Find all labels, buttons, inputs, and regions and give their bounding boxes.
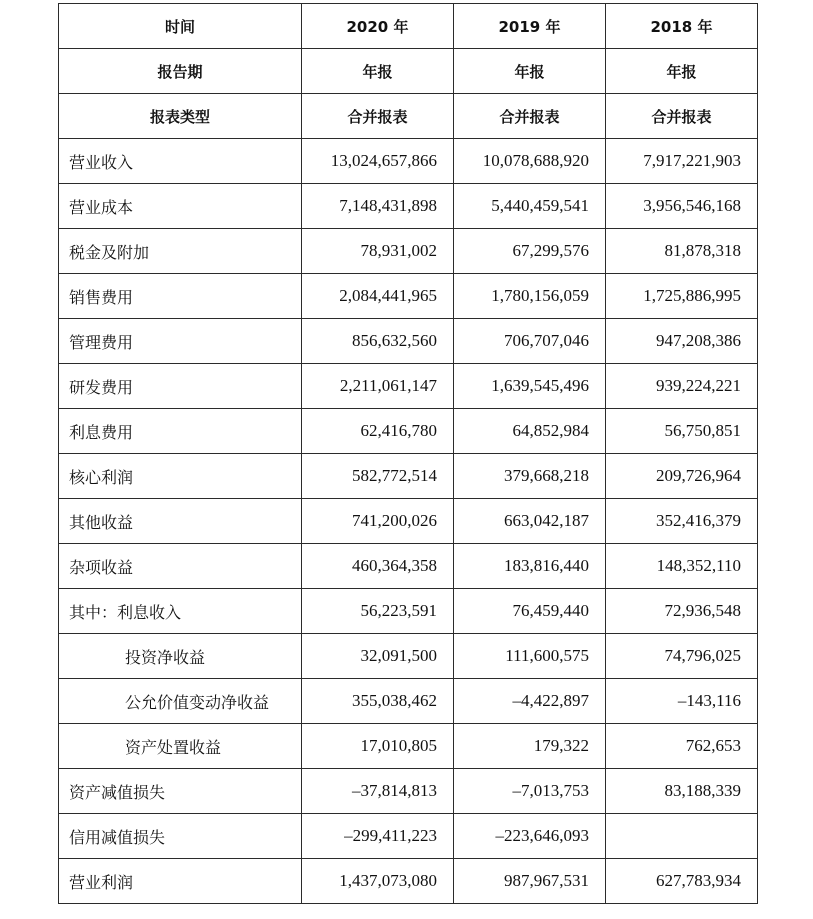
table-row (59, 499, 758, 544)
header-row-period (59, 49, 758, 94)
value-cell: 2,084,441,965 (302, 274, 454, 319)
value-cell: 3,956,546,168 (606, 184, 758, 229)
table-row (59, 184, 758, 229)
value-cell: 67,299,576 (454, 229, 606, 274)
value-cell: 76,459,440 (454, 589, 606, 634)
header-type-2020: 合并报表 (302, 94, 454, 139)
table-row (59, 634, 758, 679)
value-cell: 72,936,548 (606, 589, 758, 634)
value-cell: 352,416,379 (606, 499, 758, 544)
value-cell: –299,411,223 (302, 814, 454, 859)
value-cell: 183,816,440 (454, 544, 606, 589)
row-label: 投资净收益 (59, 634, 302, 679)
value-cell: 83,188,339 (606, 769, 758, 814)
value-cell: 762,653 (606, 724, 758, 769)
table-row (59, 409, 758, 454)
row-label: 公允价值变动净收益 (59, 679, 302, 724)
row-label: 营业利润 (59, 859, 302, 904)
value-cell: 78,931,002 (302, 229, 454, 274)
value-cell: 706,707,046 (454, 319, 606, 364)
value-cell: 62,416,780 (302, 409, 454, 454)
table-row (59, 319, 758, 364)
value-cell: 17,010,805 (302, 724, 454, 769)
table-row (59, 859, 758, 904)
value-cell: 56,223,591 (302, 589, 454, 634)
row-label: 营业成本 (59, 184, 302, 229)
value-cell: 10,078,688,920 (454, 139, 606, 184)
value-cell: 741,200,026 (302, 499, 454, 544)
header-type-2018: 合并报表 (606, 94, 758, 139)
value-cell: 663,042,187 (454, 499, 606, 544)
value-cell: 1,725,886,995 (606, 274, 758, 319)
value-cell: 209,726,964 (606, 454, 758, 499)
row-label: 税金及附加 (59, 229, 302, 274)
row-label: 其中：利息收入 (59, 589, 302, 634)
value-cell: –37,814,813 (302, 769, 454, 814)
row-label: 资产处置收益 (59, 724, 302, 769)
value-cell: 987,967,531 (454, 859, 606, 904)
header-row-type (59, 94, 758, 139)
table-row (59, 589, 758, 634)
header-year-2019: 2019 年 (454, 4, 606, 49)
value-cell: 56,750,851 (606, 409, 758, 454)
row-label: 其他收益 (59, 499, 302, 544)
value-cell: 74,796,025 (606, 634, 758, 679)
value-cell (606, 814, 758, 859)
header-time-label: 时间 (59, 4, 302, 49)
value-cell: –4,422,897 (454, 679, 606, 724)
header-row-time (59, 4, 758, 49)
value-cell: 355,038,462 (302, 679, 454, 724)
table-row (59, 724, 758, 769)
value-cell: 179,322 (454, 724, 606, 769)
table-row (59, 544, 758, 589)
row-label: 资产减值损失 (59, 769, 302, 814)
header-type-2019: 合并报表 (454, 94, 606, 139)
financial-statement-table (58, 3, 758, 904)
value-cell: 1,780,156,059 (454, 274, 606, 319)
table-row (59, 139, 758, 184)
header-year-2018: 2018 年 (606, 4, 758, 49)
value-cell: –7,013,753 (454, 769, 606, 814)
value-cell: –143,116 (606, 679, 758, 724)
table-row (59, 364, 758, 409)
table-row (59, 769, 758, 814)
value-cell: 111,600,575 (454, 634, 606, 679)
table-row (59, 814, 758, 859)
value-cell: –223,646,093 (454, 814, 606, 859)
value-cell: 460,364,358 (302, 544, 454, 589)
row-label: 管理费用 (59, 319, 302, 364)
row-label: 营业收入 (59, 139, 302, 184)
value-cell: 856,632,560 (302, 319, 454, 364)
value-cell: 2,211,061,147 (302, 364, 454, 409)
header-period-2018: 年报 (606, 49, 758, 94)
header-period-2020: 年报 (302, 49, 454, 94)
row-label: 杂项收益 (59, 544, 302, 589)
value-cell: 64,852,984 (454, 409, 606, 454)
value-cell: 379,668,218 (454, 454, 606, 499)
header-year-2020: 2020 年 (302, 4, 454, 49)
table-row (59, 454, 758, 499)
value-cell: 627,783,934 (606, 859, 758, 904)
value-cell: 1,639,545,496 (454, 364, 606, 409)
value-cell: 582,772,514 (302, 454, 454, 499)
row-label: 核心利润 (59, 454, 302, 499)
table-row (59, 274, 758, 319)
table-row (59, 229, 758, 274)
value-cell: 148,352,110 (606, 544, 758, 589)
row-label: 研发费用 (59, 364, 302, 409)
row-label: 销售费用 (59, 274, 302, 319)
value-cell: 13,024,657,866 (302, 139, 454, 184)
value-cell: 947,208,386 (606, 319, 758, 364)
value-cell: 5,440,459,541 (454, 184, 606, 229)
value-cell: 1,437,073,080 (302, 859, 454, 904)
row-label: 利息费用 (59, 409, 302, 454)
table-row (59, 679, 758, 724)
value-cell: 939,224,221 (606, 364, 758, 409)
header-type-label: 报表类型 (59, 94, 302, 139)
value-cell: 81,878,318 (606, 229, 758, 274)
value-cell: 7,148,431,898 (302, 184, 454, 229)
row-label: 信用减值损失 (59, 814, 302, 859)
header-period-2019: 年报 (454, 49, 606, 94)
value-cell: 32,091,500 (302, 634, 454, 679)
header-period-label: 报告期 (59, 49, 302, 94)
value-cell: 7,917,221,903 (606, 139, 758, 184)
